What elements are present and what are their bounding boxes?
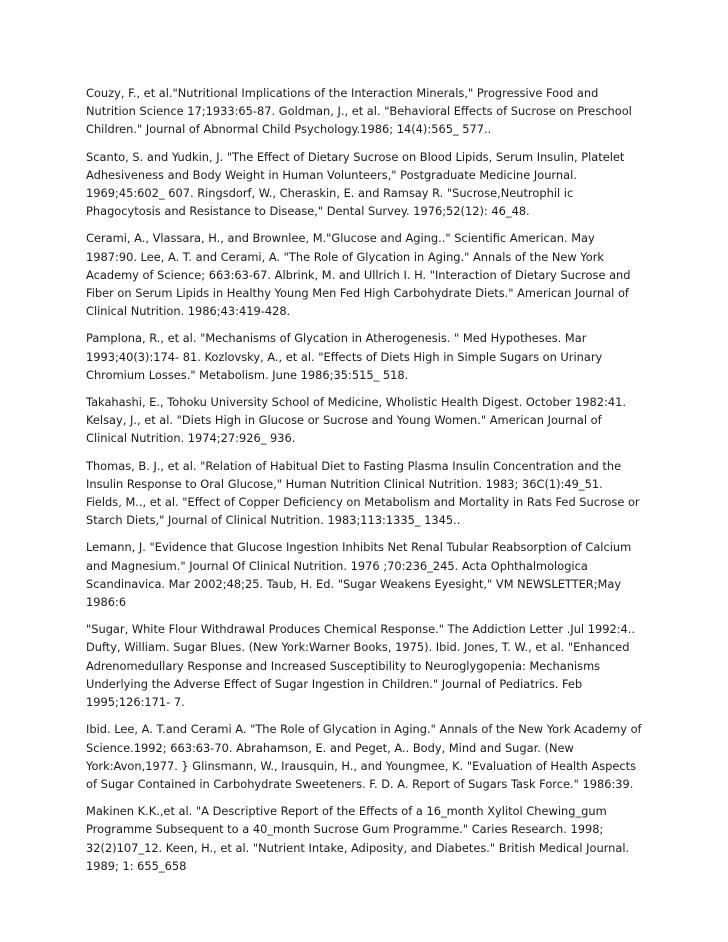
reference-paragraph: Thomas, B. J., et al. "Relation of Habitual Diet to Fasting Plasma Insulin Concentration and the Insulin Response to Oral Glucose," Human Nutrition Clinical Nutrition. 1983; 36C(1):49_51. Fields, M.., et al. "Effect of Copper Deficiency on Metabolism and Mortality in Rats Fed Sucrose or Starch Diets," Journal of Clinical Nutrition. 1983;113:1335_ 1345.. [86,458,640,528]
reference-paragraph: Makinen K.K.,et al. "A Descriptive Report of the Effects of a 16_month Xylitol Chewing_gum Programme Subsequent to a 40_month Sucrose Gum Programme." Caries Research. 1998; 32(2)107_12. Keen, H., et al. "Nutrient Intake, Adiposity, and Diabetes." British Medical Journal. 1989; 1: 655_658 [86,804,630,873]
reference-paragraph: Ibid. Lee, A. T.and Cerami A. "The Role of Glycation in Aging." Annals of the New York Academy of Science.1992; 663:63-70. Abrahamson, E. and Peget, A.. Body, Mind and Sugar. (New York:Avon,1977. } Glinsmann, W., Irausquin, H., and Youngmee, K. "Evaluation of Health Aspects of Sugar Contained in Carbohydrate Sweeteners. F. D. A. Report of Sugars Task Force." 1986:39. [86,722,642,791]
reference-paragraph: Lemann, J. "Evidence that Glucose Ingestion Inhibits Net Renal Tubular Reabsorption of Calcium and Magnesium." Journal Of Clinical Nutrition. 1976 ;70:236_245. Acta Ophthalmologica Scandinavica. Mar 2002;48;25. Taub, H. Ed. "Sugar Weakens Eyesight," VM NEWSLETTER;May 1986:6 [86,540,632,610]
reference-paragraph: Scanto, S. and Yudkin, J. "The Effect of Dietary Sucrose on Blood Lipids, Serum Insulin, Platelet Adhesiveness and Body Weight in Human Volunteers," Postgraduate Medicine Journal. 1969;45:602_ 607. Ringsdorf, W., Cheraskin, E. and Ramsay R. "Sucrose,Neutrophil ic Phagocytosis and Resistance to Disease," Dental Survey. 1976;52(12): 46_48. [86,149,625,219]
reference-paragraph: Cerami, A., Vlassara, H., and Brownlee, M."Glucose and Aging.." Scientific American. May 1987:90. Lee, A. T. and Cerami, A. "The Role of Glycation in Aging." Annals of the New York Academy of Science; 663:63-67. Albrink, M. and Ullrich I. H. "Interaction of Dietary Sucrose and Fiber on Serum Lipids in Healthy Young Men Fed High Carbohydrate Diets." American Journal of Clinical Nutrition. 1986;43:419-428. [86,231,631,319]
reference-paragraph: Pamplona, R., et al. "Mechanisms of Glycation in Atherogenesis. " Med Hypotheses. Mar 1993;40(3):174- 81. Kozlovsky, A., et al. "Effects of Diets High in Simple Sugars on Urinary Chromium Losses." Metabolism. June 1986;35:515_ 518. [86,331,603,382]
reference-paragraph: "Sugar, White Flour Withdrawal Produces Chemical Response." The Addiction Letter .Jul 1992:4.. Dufty, William. Sugar Blues. (New York:Warner Books, 1975). Ibid. Jones, T. W., et al. "Enhanced Adrenomedullary Response and Increased Susceptibility to Neuroglygopenia: Mechanisms Underlying the Adverse Effect of Sugar Ingestion in Children." Journal of Pediatrics. Feb 1995;126:171- 7. [86,622,636,710]
reference-paragraph: Couzy, F., et al."Nutritional Implications of the Interaction Minerals," Progressive Food and Nutrition Science 17;1933:65-87. Goldman, J., et al. "Behavioral Effects of Sucrose on Preschool Children." Journal of Abnormal Child Psychology.1986; 14(4):565_ 577.. [86,86,632,137]
reference-paragraph: Takahashi, E., Tohoku University School of Medicine, Wholistic Health Digest. October 1982:41. Kelsay, J., et al. "Diets High in Glucose or Sucrose and Young Women." American Journal of Clinical Nutrition. 1974;27:926_ 936. [86,395,626,446]
reference-list [86,84,642,884]
